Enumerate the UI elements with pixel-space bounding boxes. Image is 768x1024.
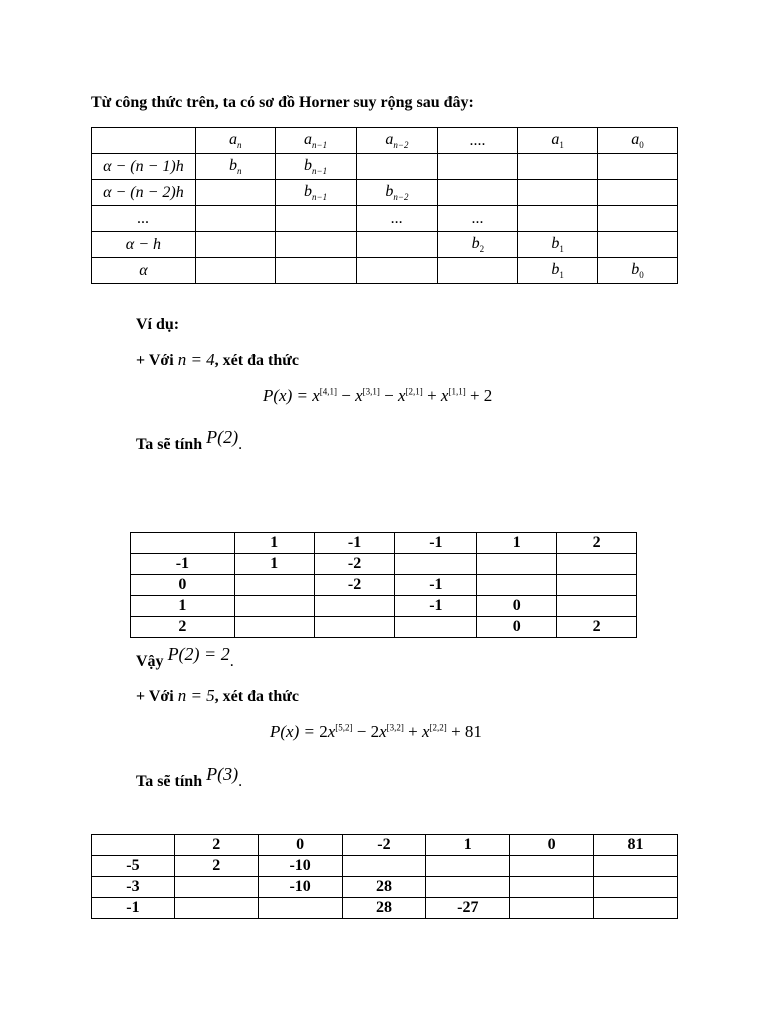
table-cell: $b_{n-1}$ — [275, 154, 356, 180]
table-cell — [594, 856, 678, 877]
table-cell — [258, 898, 342, 919]
table-cell: 1 — [131, 596, 235, 617]
table-cell — [174, 898, 258, 919]
table-cell: $b_2$ — [438, 232, 518, 258]
poly-constant: + 81 — [446, 722, 482, 741]
table-cell: -27 — [426, 898, 510, 919]
table-cell — [594, 898, 678, 919]
table-row — [131, 554, 637, 575]
table-cell — [395, 554, 477, 575]
table-cell — [234, 617, 314, 638]
example2-horner-table — [91, 834, 678, 919]
table-cell: -1 — [395, 575, 477, 596]
table-cell: $a_n$ — [195, 128, 275, 154]
example2-intro — [136, 686, 299, 706]
table-header-row — [131, 533, 637, 554]
table-cell — [174, 877, 258, 898]
example2-n: n = 5 — [177, 686, 215, 705]
table-cell: 2 — [174, 856, 258, 877]
example2-prefix: + Với — [136, 688, 174, 705]
example1-intro — [136, 350, 299, 370]
table-cell — [275, 206, 356, 232]
table-header-row — [92, 835, 678, 856]
table-cell: 1 — [426, 835, 510, 856]
table-cell — [518, 154, 598, 180]
table-cell — [598, 206, 678, 232]
table-cell — [275, 232, 356, 258]
table-row — [131, 575, 637, 596]
table-cell: α − (n − 1)h — [92, 154, 196, 180]
table-cell: α — [92, 258, 196, 284]
table-cell — [598, 154, 678, 180]
table-header-row — [92, 128, 678, 154]
table-cell — [195, 258, 275, 284]
table-cell: 0 — [258, 835, 342, 856]
example1-horner-table — [130, 532, 637, 638]
poly-term-exponent: [5,2] — [335, 722, 353, 733]
example1-prefix: + Với — [136, 352, 174, 369]
example1-compute: Ta sẽ tính P(2). — [136, 427, 243, 453]
table-cell — [477, 554, 557, 575]
table-cell — [356, 154, 438, 180]
table-cell: -3 — [92, 877, 175, 898]
table-cell: ... — [92, 206, 196, 232]
example2-polynomial — [270, 722, 482, 742]
example1-compute-prefix: Ta sẽ tính — [136, 436, 203, 453]
example1-compute-expr: P(2) — [206, 427, 239, 447]
table-cell: $a_0$ — [598, 128, 678, 154]
table-cell — [518, 206, 598, 232]
table-cell: $b_1$ — [518, 232, 598, 258]
table-cell — [275, 258, 356, 284]
table-cell: 2 — [131, 617, 235, 638]
table-cell: 28 — [342, 898, 426, 919]
table-cell — [195, 206, 275, 232]
example2-suffix: , xét đa thức — [214, 688, 299, 705]
table-cell: 1 — [477, 533, 557, 554]
table-row — [131, 596, 637, 617]
table-row — [92, 206, 678, 232]
table-row — [92, 258, 678, 284]
table-cell: α − (n − 2)h — [92, 180, 196, 206]
table-cell — [195, 232, 275, 258]
example1-polynomial — [263, 386, 492, 406]
table-cell: ... — [356, 206, 438, 232]
table-cell — [356, 258, 438, 284]
table-cell — [342, 856, 426, 877]
table-cell — [131, 533, 235, 554]
table-cell — [510, 877, 594, 898]
poly-term: x[4,1] — [312, 386, 338, 405]
table-cell — [234, 575, 314, 596]
table-cell — [598, 180, 678, 206]
table-cell — [438, 154, 518, 180]
table-row — [131, 617, 637, 638]
poly-term: − x[3,1] — [337, 386, 380, 405]
table-cell: 0 — [510, 835, 594, 856]
table-cell: -10 — [258, 877, 342, 898]
table-cell: $a_{n-1}$ — [275, 128, 356, 154]
table-cell — [598, 232, 678, 258]
table-row — [92, 154, 678, 180]
table-cell — [477, 575, 557, 596]
table-cell: 0 — [131, 575, 235, 596]
example1-result: Vậy P(2) = 2. — [136, 644, 234, 670]
poly-term: − 2x[3,2] — [352, 722, 404, 741]
poly-term-exponent: [3,2] — [386, 722, 404, 733]
poly-term: + x[1,1] — [422, 386, 466, 405]
table-cell: 1 — [234, 554, 314, 575]
table-cell — [314, 596, 395, 617]
poly-term: + x[2,2] — [403, 722, 447, 741]
table-cell: $b_{n-1}$ — [275, 180, 356, 206]
table-cell — [426, 856, 510, 877]
example2-compute-expr: P(3) — [206, 764, 239, 784]
table-cell — [510, 856, 594, 877]
poly-constant: + 2 — [465, 386, 493, 405]
table-cell: 2 — [557, 617, 637, 638]
general-horner-table — [91, 127, 678, 284]
table-cell — [234, 596, 314, 617]
example2-compute: Ta sẽ tính P(3). — [136, 764, 243, 790]
table-cell — [356, 232, 438, 258]
table-cell: α − h — [92, 232, 196, 258]
poly-term-exponent: [2,1] — [405, 386, 423, 397]
table-cell — [195, 180, 275, 206]
poly-term-exponent: [2,2] — [429, 722, 447, 733]
table-cell — [92, 128, 196, 154]
poly-term: 2x[5,2] — [314, 722, 353, 741]
table-cell: ... — [438, 206, 518, 232]
table-cell: -2 — [314, 575, 395, 596]
table-cell: 0 — [477, 617, 557, 638]
table-row — [92, 232, 678, 258]
example-label: Ví dụ: — [136, 316, 180, 333]
table-cell — [557, 596, 637, 617]
example1-suffix: , xét đa thức — [214, 352, 299, 369]
table-cell: 2 — [557, 533, 637, 554]
table-cell: $a_1$ — [518, 128, 598, 154]
table-row — [92, 180, 678, 206]
table-cell: $b_{n-2}$ — [356, 180, 438, 206]
poly-term-exponent: [3,1] — [362, 386, 380, 397]
poly-lhs: P(x) = — [263, 386, 308, 405]
intro-text: Từ công thức trên, ta có sơ đồ Horner suy rộng sau đây: — [91, 94, 474, 111]
table-cell: 0 — [477, 596, 557, 617]
table-cell: 1 — [234, 533, 314, 554]
table-cell: 2 — [174, 835, 258, 856]
table-cell: -1 — [395, 596, 477, 617]
poly-term-exponent: [1,1] — [448, 386, 466, 397]
table-cell: -1 — [131, 554, 235, 575]
table-cell: .... — [438, 128, 518, 154]
table-cell — [518, 180, 598, 206]
table-cell — [510, 898, 594, 919]
table-cell — [426, 877, 510, 898]
table-row — [92, 898, 678, 919]
example2-compute-prefix: Ta sẽ tính — [136, 773, 203, 790]
table-cell: $b_n$ — [195, 154, 275, 180]
table-cell: -1 — [395, 533, 477, 554]
table-cell — [557, 575, 637, 596]
table-row — [92, 856, 678, 877]
table-cell: 28 — [342, 877, 426, 898]
table-row — [92, 877, 678, 898]
table-cell: -1 — [92, 898, 175, 919]
table-cell — [314, 617, 395, 638]
example1-result-prefix: Vậy — [136, 653, 164, 670]
poly-lhs: P(x) = — [270, 722, 315, 741]
table-cell — [594, 877, 678, 898]
table-cell: -5 — [92, 856, 175, 877]
table-cell: -1 — [314, 533, 395, 554]
table-cell: -10 — [258, 856, 342, 877]
table-cell: $b_0$ — [598, 258, 678, 284]
example1-n: n = 4 — [177, 350, 215, 369]
table-cell — [438, 180, 518, 206]
table-cell — [395, 617, 477, 638]
poly-term-exponent: [4,1] — [319, 386, 338, 397]
table-cell — [92, 835, 175, 856]
poly-term: − x[2,1] — [379, 386, 423, 405]
table-cell — [438, 258, 518, 284]
table-cell — [557, 554, 637, 575]
table-cell: -2 — [314, 554, 395, 575]
table-cell: $b_1$ — [518, 258, 598, 284]
example1-result-expr: P(2) = 2 — [167, 644, 230, 664]
table-cell: 81 — [594, 835, 678, 856]
table-cell: -2 — [342, 835, 426, 856]
table-cell: $a_{n-2}$ — [356, 128, 438, 154]
